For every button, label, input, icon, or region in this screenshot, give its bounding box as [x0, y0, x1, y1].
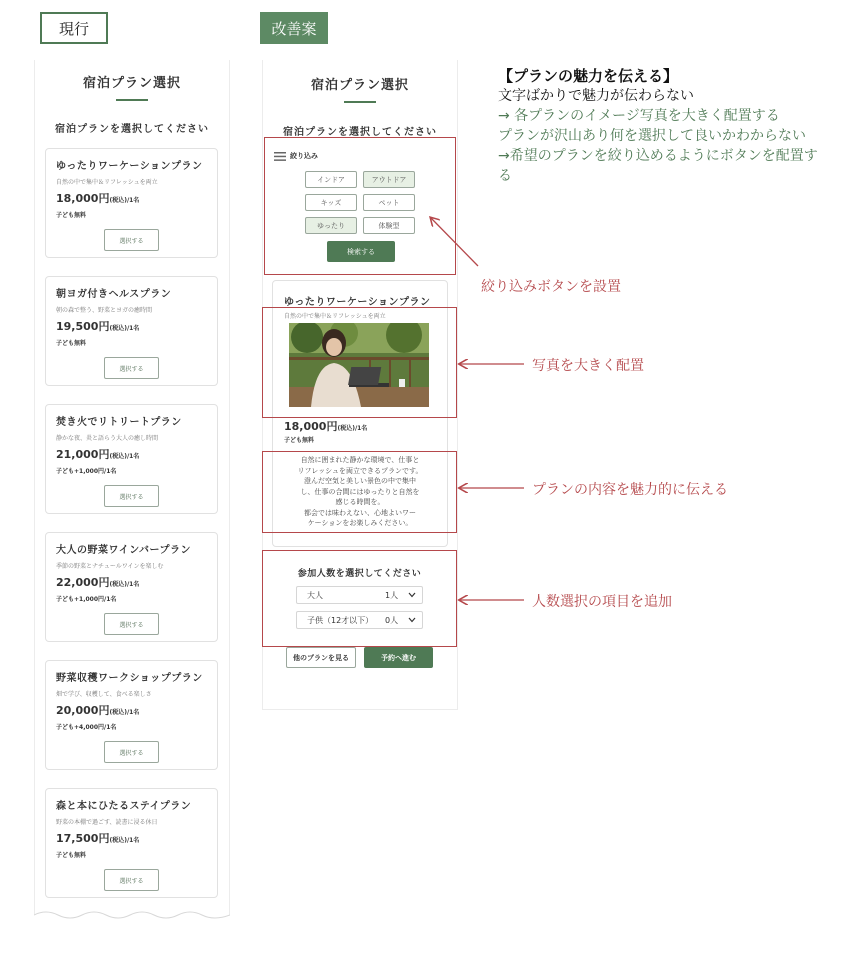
child-price: 子ども+1,000円/1名 [56, 468, 117, 475]
plan-desc: 自然の中で集中＆リフレッシュを両立 [56, 179, 158, 186]
select-button[interactable]: 選択する [104, 357, 159, 379]
note-people: 人数選択の項目を追加 [532, 594, 672, 610]
plan-price: 18,000円(税込)/1名 [284, 420, 368, 433]
plan-price: 22,000円(税込)/1名 [56, 576, 140, 589]
plan-desc: 朝の森で整う、野菜とヨガの癒時間 [56, 307, 153, 314]
plan-name: ゆったりワーケーションプラン [284, 297, 431, 308]
plan-price: 18,000円(税込)/1名 [56, 192, 140, 205]
plan-price: 21,000円(税込)/1名 [56, 448, 140, 461]
people-title: 参加人数を選択してください [297, 569, 422, 579]
other-plans-button[interactable]: 他のプランを見る [286, 647, 356, 668]
plan-name: 野菜収穫ワークショッププラン [56, 673, 203, 684]
child-price: 子ども+1,000円/1名 [56, 596, 117, 603]
select-button[interactable]: 選択する [104, 741, 159, 763]
select-button[interactable]: 選択する [104, 613, 159, 635]
child-price: 子ども無料 [56, 212, 87, 219]
plan-desc: 野菜の本棚で過ごす、読書に浸る休日 [56, 819, 158, 826]
plan-description: 自然に囲まれた静かな環境で、仕事と リフレッシュを両立できるプランです。 澄んだ空気と美しい景色の中で集中 し、仕事の合間にはゆったりと自然を 感じる時間を。 都会では味わえない、心地よいワー ケーションをお楽しみください。 [297, 456, 423, 527]
page-title: 宿泊プラン選択 [310, 78, 409, 93]
child-price: 子ども無料 [56, 852, 87, 859]
chip-experience[interactable]: 体験型 [363, 217, 415, 234]
child-price: 子ども+4,000円/1名 [56, 724, 117, 731]
plan-desc: 静かな夜、炎と語らう大人の癒し時間 [56, 435, 159, 442]
child-price: 子ども無料 [56, 340, 87, 347]
side-line: プランが沢山あり何を選択して良いかわからない [498, 128, 806, 144]
chip-relaxed[interactable]: ゆったり [305, 217, 357, 234]
reserve-button[interactable]: 予約へ進む [364, 647, 433, 668]
note-filter: 絞り込みボタンを設置 [481, 279, 621, 295]
plan-name: 焚き火でリトリートプラン [56, 417, 182, 428]
plan-name: 森と本にひたるステイプラン [56, 801, 192, 812]
note-photo: 写真を大きく配置 [532, 358, 644, 374]
filter-arrow [431, 218, 478, 266]
chip-indoor[interactable]: インドア [305, 171, 357, 188]
child-value: 0人 [385, 616, 399, 625]
chip-kids[interactable]: キッズ [305, 194, 357, 211]
plan-name: 大人の野菜ワインバープラン [56, 545, 191, 556]
label-improved: 改善案 [260, 12, 328, 44]
plan-name: 朝ヨガ付きヘルスプラン [56, 289, 172, 300]
child-label: 子供（12才以下） [307, 616, 374, 625]
page-subtitle: 宿泊プランを選択してください [283, 127, 437, 138]
plan-desc: 畑で学び、収穫して、食べる楽しさ [56, 691, 152, 698]
plan-desc: 季節の野菜とナチュールワインを楽しむ [56, 563, 164, 570]
side-line: 文字ばかりで魅力が伝わらない [498, 88, 694, 104]
select-button[interactable]: 選択する [104, 485, 159, 507]
side-explanation [498, 66, 828, 186]
plan-name: ゆったりワーケーションプラン [56, 161, 203, 172]
note-content: プランの内容を魅力的に伝える [532, 482, 728, 498]
plan-price: 20,000円(税込)/1名 [56, 704, 140, 717]
page-subtitle: 宿泊プランを選択してください [55, 124, 209, 135]
search-button[interactable]: 検索する [327, 241, 395, 262]
label-current: 現行 [40, 12, 108, 44]
select-button[interactable]: 選択する [104, 229, 159, 251]
select-button[interactable]: 選択する [104, 869, 159, 891]
plan-price: 19,500円(税込)/1名 [56, 320, 140, 333]
filter-label: 絞り込み [290, 152, 318, 160]
child-price: 子ども無料 [284, 437, 315, 444]
adult-value: 1人 [385, 591, 399, 600]
side-line: → 各プランのイメージ写真を大きく配置する [498, 108, 780, 124]
plan-price: 17,500円(税込)/1名 [56, 832, 140, 845]
side-heading: 【プランの魅力を伝える】 [498, 67, 679, 85]
plan-desc: 自然の中で集中＆リフレッシュを両立 [284, 313, 386, 320]
chip-pet[interactable]: ペット [363, 194, 415, 211]
chip-outdoor[interactable]: アウトドア [363, 171, 415, 188]
adult-label: 大人 [307, 591, 323, 600]
page-title: 宿泊プラン選択 [82, 76, 181, 91]
side-line: →希望のプランを絞り込めるようにボタンを配置する [498, 148, 818, 184]
